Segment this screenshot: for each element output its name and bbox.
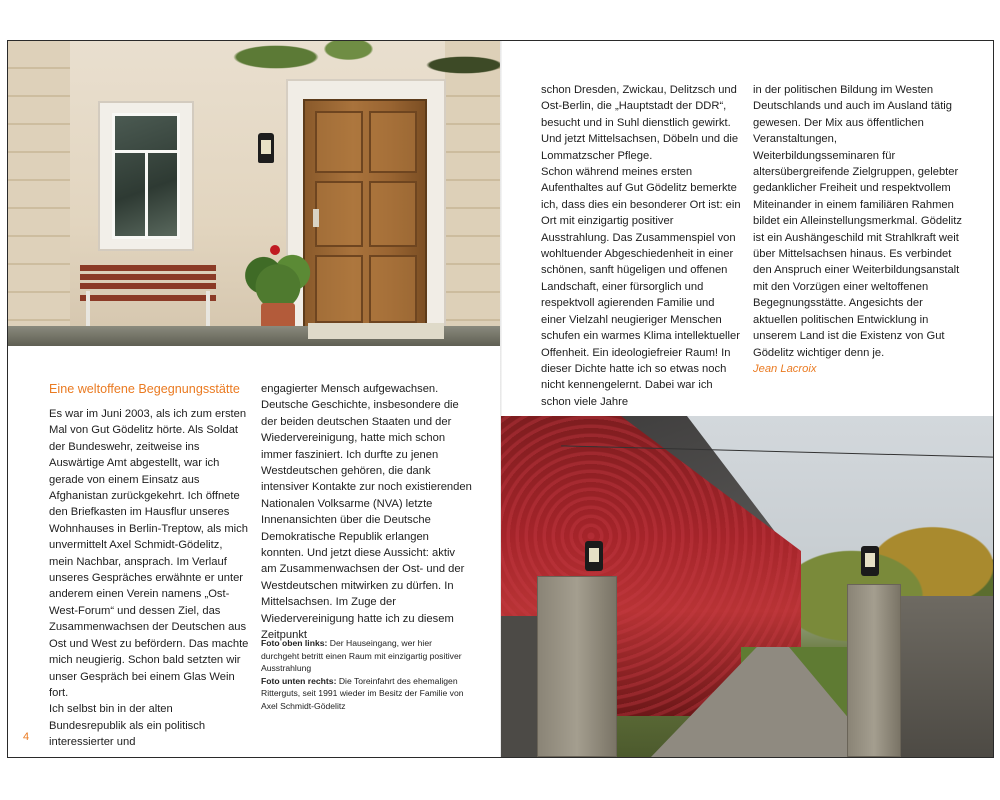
- photo-captions: [261, 637, 471, 713]
- door-panel: [369, 255, 417, 323]
- bench-slat: [80, 274, 216, 280]
- lantern-icon: [861, 546, 879, 576]
- garden-bench: [80, 265, 216, 335]
- caption-label: Foto oben links:: [261, 638, 328, 648]
- lantern-icon: [585, 541, 603, 571]
- paragraph: schon Dresden, Zwickau, Delitzsch und Ost-Berlin, die „Hauptstadt der DDR“, besucht und in Suhl dienstlich gewirkt. Und jetzt Mittelsachsen, Döbeln und die Lommatzscher Pflege.: [541, 84, 739, 162]
- left-column-1: [49, 381, 249, 751]
- book-spread: [7, 40, 994, 758]
- right-column-2: [753, 82, 963, 377]
- bench-slat: [80, 283, 216, 289]
- door-panel: [369, 111, 417, 173]
- door-handle: [313, 209, 319, 227]
- section-heading: Eine weltoffene Begegnungsstätte: [49, 382, 240, 396]
- wall-lamp: [258, 133, 274, 163]
- stone-wall-right: [901, 596, 993, 757]
- caption-text: Der Hauseingang, wer hier durchgeht betritt einen Raum mit einzigartig positiver Ausstrahlung: [261, 638, 462, 674]
- potted-plant: [242, 253, 314, 309]
- paragraph: Es war im Juni 2003, als ich zum ersten Mal von Gut Gödelitz hörte. Als Soldat der Bundeswehr, zeitweise ins Auswärtige Amt abgestellt, war ich gerade von einem Einsatz aus Afghanistan zurückgekehrt. Ich öffnete den Briefkasten im Hausflur unseres Wohnhauses in Berlin-Treptow, als mich unvermittelt Axel Schmidt-Gödelitz, mein Nachbar, ansprach. Im Verlauf unseres Gespräches erwähnte er unter anderem einen Verein namens „Ost-West-Forum“ und dessen Ziel, das Zusammenwachsen der Deutschen aus Ost und West zu befördern. Das machte mich neugierig. Schon bald setzten wir unser Gespräch bei einem Glas Wein fort.: [49, 408, 249, 699]
- door-panel: [369, 181, 417, 247]
- window: [112, 113, 180, 239]
- house-entrance-photo: [8, 41, 501, 346]
- caption-label: Foto unten rechts:: [261, 675, 337, 686]
- gate-entrance-photo: [501, 416, 993, 757]
- right-column-1: [541, 82, 741, 410]
- paragraph: Schon während meines ersten Aufenthaltes auf Gut Gödelitz bemerkte ich, dass dies ein besonderer Ort ist: ein Ort mit einzigartig positiver Ausstrahlung. Das Zusammenspiel von wohltuender Abgeschiedenheit in einer schönen, sanft hügeligen und offenen Landschaft, einer fürsorglich und respektvoll agierenden Familie und einer Vielzahl neugieriger Menschen schufen ein warmes Klima intellektueller Offenheit. Ein ideologiefreier Raum! In dieser Dichte hatte ich so etwas noch nicht kennengelernt. Dabei war ich schon viele Jahre: [541, 166, 741, 408]
- doormat: [308, 323, 444, 339]
- wooden-door: [303, 99, 427, 331]
- caption-top-left: [261, 637, 471, 675]
- paragraph: Ich selbst bin in der alten Bundesrepublik als ein politisch interessierter und: [49, 703, 206, 749]
- paragraph: in der politischen Bildung im Westen Deutschlands und auch im Ausland tätig gewesen. Der Mix aus öffentlichen Veranstaltungen, Weiterbildungsseminaren für altersübergreifende Zielgruppen, gelebter gedanklicher Freiheit und respektvollem Miteinander in einem familiären Rahmen bildet ein Alleinstellungsmerkmal. Gödelitz ist ein Aushängeschild mit Strahlkraft weit über Mittelsachsen hinaus. Es verbindet den Anspruch einer Weiterbildungsanstalt mit den Vorzügen einer weltoffenen Begegnungsstätte. Angesichts der aktuellen politischen Entwicklung in unserem Land ist die Existenz von Gut Gödelitz wichtiger denn je.: [753, 84, 962, 359]
- stone-wall-left: [501, 616, 541, 757]
- door-panel: [315, 181, 363, 247]
- author-signature: Jean Lacroix: [753, 362, 817, 375]
- paragraph: engagierter Mensch aufgewachsen. Deutsche Geschichte, insbesondere die der beiden deutschen Staaten und der Wiedervereinigung, hatte mich schon immer fasziniert. Ich durfte zu jenen Westdeutschen gehören, die dank intensiver Kontakte zur noch existierenden Nationalen Volksarme (NVA) letzte Innenansichten über die Deutsche Demokratische Republik erlangen konnten. Und jetzt diese Aussicht: aktiv am Zusammenwachsen der Ost- und der Westdeutschen mitwirken zu dürfen. In Mittelsachsen. Im Zuge der Wiedervereinigung hatte ich zu diesem Zeitpunkt: [261, 383, 472, 642]
- bench-slat: [80, 265, 216, 271]
- right-page: [501, 41, 993, 757]
- left-column-2: [261, 381, 473, 644]
- left-page: [8, 41, 501, 757]
- door-panel: [315, 111, 363, 173]
- page-number: 4: [23, 731, 30, 743]
- bench-slat: [80, 295, 216, 301]
- door-panel: [315, 255, 363, 323]
- corner-stones-left: [8, 41, 70, 331]
- caption-bottom-right: [261, 675, 471, 713]
- gate-pillar-right: [847, 584, 901, 757]
- red-flower: [270, 245, 280, 255]
- gate-pillar-left: [537, 576, 617, 757]
- caption-text: Die Toreinfahrt des ehemaligen Ritterguts, seit 1991 wieder im Besitz der Familie von Axel Schmidt-Gödelitz: [261, 675, 464, 711]
